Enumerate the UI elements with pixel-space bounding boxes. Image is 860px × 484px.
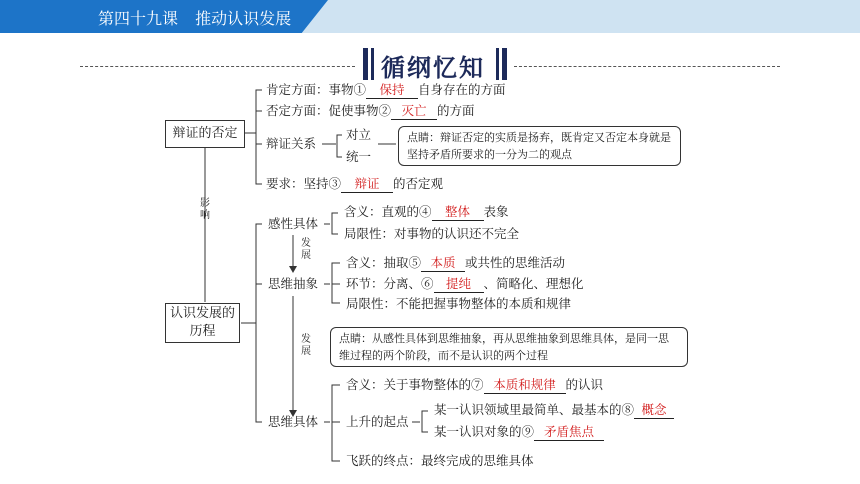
answer-1: 保持: [366, 82, 418, 99]
concrete-label: 思维具体: [268, 414, 319, 429]
abstract-label: 思维抽象: [268, 276, 319, 291]
answer-9: 矛盾焦点: [534, 424, 604, 441]
answer-8: 概念: [634, 402, 674, 419]
abstract-meaning-suffix: 或共性的思维活动: [465, 255, 566, 270]
perceptual-meaning-prefix: 含义：直观的④: [344, 204, 432, 219]
section-title: 循纲忆知: [381, 54, 485, 82]
lesson-label: 第四十九课: [98, 9, 179, 28]
process-note: 点睛：从感性具体到思维抽象，再从思维抽象到思维具体，是同一思维过程的两个阶段，而不是认识的两个过程: [330, 327, 688, 367]
concrete-meaning-prefix: 含义：关于事物整体的⑦: [346, 377, 484, 392]
answer-3: 辩证: [341, 176, 393, 193]
abstract-steps-prefix: 环节：分离、⑥: [346, 276, 434, 291]
abstract-limit: 局限性：不能把握事物整体的本质和规律: [346, 296, 572, 311]
negate-suffix: 的方面: [437, 103, 475, 118]
develop-label-2: 发展: [301, 334, 311, 357]
negate-row: [266, 103, 475, 120]
start-contradiction-prefix: 某一认识对象的⑨: [434, 424, 535, 439]
perceptual-label: 感性具体: [268, 216, 319, 231]
influence-label: 影响: [200, 198, 210, 221]
affirm-row: [266, 82, 506, 99]
perceptual-meaning-suffix: 表象: [483, 204, 509, 219]
cognition-process-box: 认识发展的历程: [165, 303, 240, 343]
answer-2: 灭亡: [391, 103, 437, 120]
abstract-meaning-row: [346, 255, 565, 272]
requirement-row: [266, 176, 443, 193]
affirm-suffix: 自身存在的方面: [418, 82, 506, 97]
requirement-prefix: 要求：坚持③: [266, 176, 342, 191]
negate-prefix: 否定方面：促使事物②: [266, 103, 392, 118]
relation-opposition: 对立: [346, 127, 372, 142]
start-concept-prefix: 某一认识领域里最简单、最基本的⑧: [434, 402, 635, 417]
answer-5: 本质: [421, 255, 465, 272]
answer-4: 整体: [432, 204, 484, 221]
leap-endpoint: 飞跃的终点：最终完成的思维具体: [346, 453, 534, 468]
topic-label: 推动认识发展: [195, 9, 292, 28]
answer-7: 本质和规律: [484, 377, 566, 394]
start-label: 上升的起点: [346, 414, 409, 429]
concrete-meaning-suffix: 的认识: [565, 377, 604, 392]
affirm-prefix: 肯定方面：事物①: [266, 82, 367, 97]
negation-note: 点睛：辩证否定的实质是扬弃，既肯定又否定本身就是坚持矛盾所要求的一分为二的观点: [398, 126, 681, 166]
perceptual-meaning-row: [344, 204, 509, 221]
answer-6: 提纯: [434, 276, 484, 293]
start-contradiction-row: [434, 424, 604, 441]
abstract-steps-row: [346, 276, 584, 293]
abstract-meaning-prefix: 含义：抽取⑤: [346, 255, 422, 270]
requirement-suffix: 的否定观: [393, 176, 444, 191]
dialectic-negation-box: 辩证的否定: [165, 120, 245, 148]
relation-label: 辩证关系: [266, 136, 317, 151]
concrete-meaning-row: [346, 377, 603, 394]
perceptual-limit: 局限性：对事物的认识还不完全: [344, 226, 520, 241]
relation-unity: 统一: [346, 149, 372, 164]
develop-label-1: 发展: [301, 238, 311, 261]
start-concept-row: [434, 402, 674, 419]
abstract-steps-suffix: 、简略化、理想化: [483, 276, 584, 291]
